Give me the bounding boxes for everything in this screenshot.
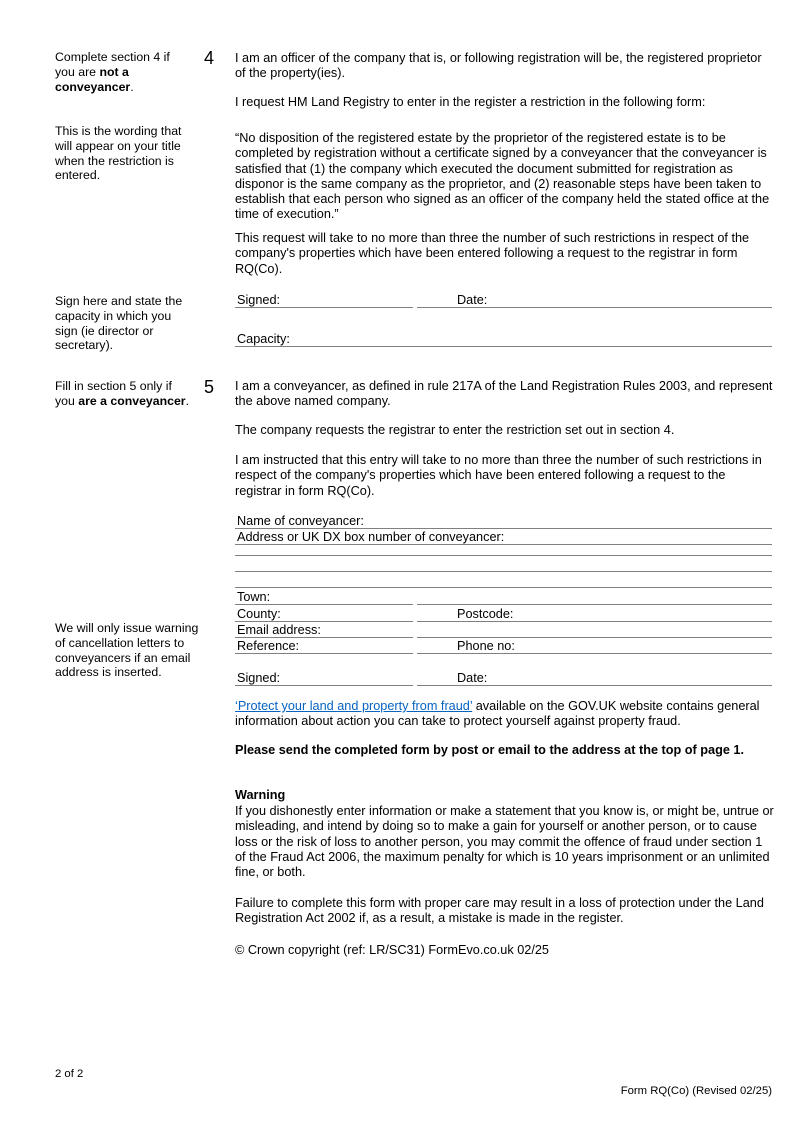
town-field-continued[interactable]	[417, 588, 772, 605]
section-4-capacity-row	[235, 332, 772, 347]
warning-heading: Warning	[235, 788, 286, 802]
fraud-info-text: available on the GOV.UK website contains general information about action you can take to protect yourself against property fraud.	[235, 699, 760, 729]
capacity-field[interactable]	[235, 332, 772, 347]
postcode-field[interactable]	[417, 605, 772, 622]
address-line-3-field[interactable]	[235, 556, 772, 572]
county-field[interactable]	[235, 605, 413, 622]
date-label: Date:	[457, 671, 488, 685]
phone-no-label: Phone no:	[457, 639, 515, 653]
conveyancer-details-table	[235, 513, 772, 654]
name-of-conveyancer-field[interactable]	[235, 513, 772, 529]
town-label: Town:	[237, 590, 271, 604]
date-label: Date:	[457, 293, 488, 307]
address-of-conveyancer-field[interactable]	[235, 529, 772, 545]
table-row	[235, 529, 772, 545]
margin-note-bold-text: are a conveyancer	[78, 393, 186, 408]
margin-note-cancellation-warning: We will only issue warning of cancellation letters to conveyancers if an email address is inserted.	[55, 621, 199, 680]
name-of-conveyancer-label: Name of conveyancer:	[237, 514, 364, 528]
section-5-paragraph-conveyancer: I am a conveyancer, as defined in rule 217A of the Land Registration Rules 2003, and represent the above named company.	[235, 379, 773, 409]
postcode-label: Postcode:	[457, 607, 514, 621]
email-address-field[interactable]	[235, 622, 413, 638]
section-4-paragraph-request: I request HM Land Registry to enter in the register a restriction in the following form:	[235, 95, 706, 109]
page-number: 2 of 2	[55, 1068, 84, 1080]
margin-note-section-5	[55, 379, 195, 409]
table-row	[235, 622, 772, 638]
margin-note-restriction-wording: This is the wording that will appear on your title when the restriction is entered.	[55, 124, 182, 183]
table-row	[235, 605, 772, 622]
margin-note-bold-text: not a conveyancer	[55, 64, 131, 94]
table-row	[235, 513, 772, 529]
reference-label: Reference:	[237, 639, 300, 653]
address-line-2-field[interactable]	[235, 545, 772, 556]
table-row	[235, 556, 772, 572]
address-line-4-field[interactable]	[235, 572, 772, 588]
town-field[interactable]	[235, 588, 413, 605]
margin-note-text: .	[130, 79, 134, 94]
section-4-paragraph-officer: I am an officer of the company that is, or following registration will be, the registered proprietor of the property(ies).	[235, 51, 762, 81]
margin-note-sign-capacity: Sign here and state the capacity in which you sign (ie director or secretary).	[55, 294, 183, 353]
signed-field-section-4[interactable]	[235, 293, 413, 308]
signed-label: Signed:	[237, 671, 281, 685]
table-row	[235, 588, 772, 605]
email-address-label: Email address:	[237, 623, 321, 637]
signed-field-section-5[interactable]	[235, 670, 413, 686]
capacity-label: Capacity:	[237, 332, 290, 346]
reference-field[interactable]	[235, 638, 413, 654]
margin-note-text: Fill in section 5 only if you	[55, 379, 172, 408]
signed-label: Signed:	[237, 293, 281, 307]
section-5-signed-date-row	[235, 670, 772, 686]
table-row	[235, 572, 772, 588]
date-field-section-4[interactable]	[417, 293, 772, 308]
failure-paragraph: Failure to complete this form with proper care may result in a loss of protection under the Land Registration Act 2002 if, as a result, a mistake is made in the register.	[235, 896, 764, 926]
crown-copyright: © Crown copyright (ref: LR/SC31) FormEvo.co.uk 02/25	[235, 943, 549, 957]
protect-your-land-link[interactable]: ‘Protect your land and property from fraud’	[235, 699, 473, 713]
table-row	[235, 638, 772, 654]
margin-note-section-4	[55, 50, 187, 94]
address-of-conveyancer-label: Address or UK DX box number of conveyancer:	[237, 530, 505, 544]
section-5-paragraph-company-requests: The company requests the registrar to enter the restriction set out in section 4.	[235, 423, 675, 437]
section-4-paragraph-three-restrictions: This request will take to no more than three the number of such restrictions in respect of the company's properties which have been entered following a request to the registrar in form RQ(Co).	[235, 231, 750, 276]
margin-note-text: .	[185, 393, 189, 408]
section-4-signed-date-row	[235, 293, 772, 308]
form-reference: Form RQ(Co) (Revised 02/25)	[620, 1085, 772, 1097]
table-row	[235, 545, 772, 556]
county-label: County:	[237, 607, 281, 621]
send-instruction: Please send the completed form by post or email to the address at the top of page 1.	[235, 743, 745, 757]
section-5-number: 5	[204, 377, 215, 397]
fraud-info-paragraph	[235, 699, 775, 730]
margin-note-text: Complete section 4 if you are	[55, 50, 170, 79]
section-5-paragraph-instructed: I am instructed that this entry will take to no more than three the number of such restrictions in respect of the company's properties which have been entered following a request to the registrar in form RQ(Co).	[235, 453, 762, 498]
section-4-restriction-wording: “No disposition of the registered estate by the proprietor of the registered estate is to be completed by registration without a certificate signed by a conveyancer that the conveyancer is satisfied that (1) the company which executed the document submitted for registration as disponor is the same company as the proprietor, and (2) reasonable steps have been taken to establish that each person who signed as an officer of the company held the stated office at the time of execution.”	[235, 131, 770, 222]
section-4-number: 4	[204, 48, 215, 68]
date-field-section-5[interactable]	[417, 670, 772, 686]
phone-no-field[interactable]	[417, 638, 772, 654]
warning-body: If you dishonestly enter information or make a statement that you know is, or might be, untrue or misleading, and intend by doing so to make a gain for yourself or another person, or to cause loss or the risk of loss to another person, you may commit the offence of fraud under section 1 of the Fraud Act 2006, the maximum penalty for which is 10 years imprisonment or an unlimited fine, or both.	[235, 804, 774, 880]
email-address-field-continued[interactable]	[417, 622, 772, 638]
